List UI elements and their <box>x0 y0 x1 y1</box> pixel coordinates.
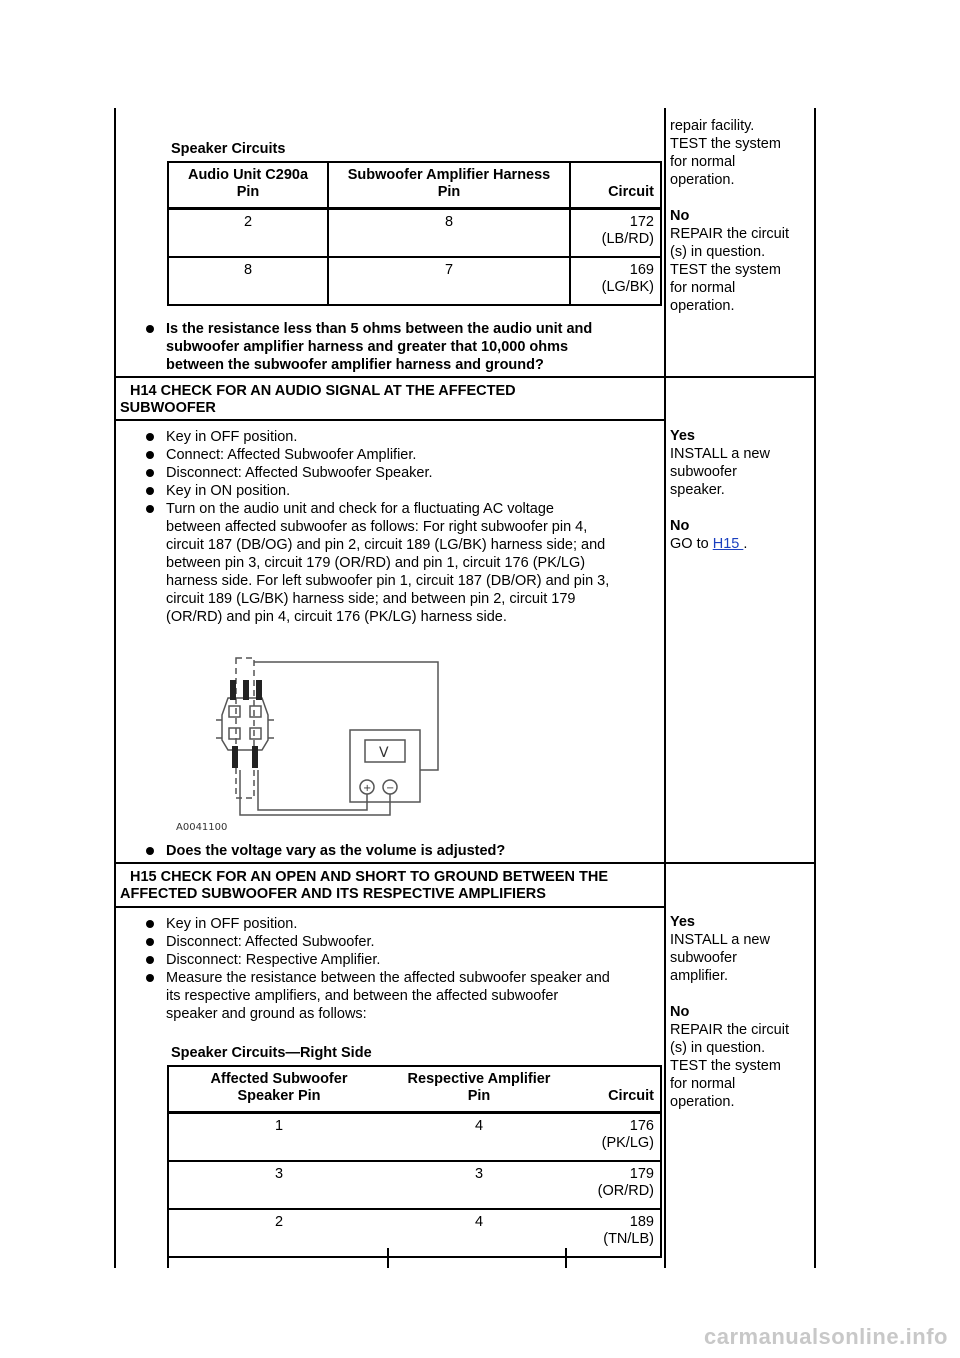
h15-link[interactable]: H15 <box>712 536 744 552</box>
header-subwoofer-amp-pin: Subwoofer Amplifier Harness Pin <box>328 162 570 209</box>
table-cell: 179 (OR/RD) <box>569 1161 661 1209</box>
h14-question-list <box>143 842 663 860</box>
top-no-text: TEST the system <box>670 262 781 278</box>
table-stub-line <box>387 1248 389 1268</box>
table-cell: 2 <box>168 1209 389 1257</box>
h14-right-column <box>670 427 810 553</box>
table-cell: 2 <box>168 209 328 258</box>
table-caption: Speaker Circuits <box>171 141 286 157</box>
voltage-check-diagram <box>170 650 450 835</box>
table-caption: Speaker Circuits—Right Side <box>171 1045 372 1061</box>
h15-yes-text: subwoofer <box>670 950 737 966</box>
list-item: Measure the resistance between the affected subwoofer speaker and its respective amplifiers, and between the affected subwoofer speaker and ground as follows: <box>143 969 663 1023</box>
top-no-text: (s) in question. <box>670 244 766 260</box>
h14-no-text: GO to H15 . <box>670 536 748 552</box>
list-item: Disconnect: Affected Subwoofer. <box>143 933 663 951</box>
list-item: Connect: Affected Subwoofer Amplifier. <box>143 446 663 464</box>
h14-yes-label: Yes <box>670 428 695 444</box>
table-row <box>168 1209 661 1257</box>
meter-symbol: V <box>379 745 389 761</box>
h15-yes-label: Yes <box>670 914 695 930</box>
list-item: Key in OFF position. <box>143 428 663 446</box>
h15-right-column <box>670 913 810 1111</box>
table-cell: 3 <box>389 1161 569 1209</box>
h15-title: H15 CHECK FOR AN OPEN AND SHORT TO GROUND BETWEEN THE AFFECTED SUBWOOFER AND ITS RESPECTIVE AMPLIFIERS <box>120 869 608 902</box>
svg-text:−: − <box>386 783 395 794</box>
h14-yes-text: subwoofer <box>670 464 737 480</box>
h15-no-text: REPAIR the circuit <box>670 1022 789 1038</box>
divider-h14-top <box>115 376 815 378</box>
frame-right-line <box>814 108 816 1268</box>
table-header-row <box>168 1066 661 1113</box>
table-row <box>168 1113 661 1162</box>
h15-yes-text: amplifier. <box>670 968 729 984</box>
divider-h14-title <box>115 419 665 421</box>
list-item: Key in OFF position. <box>143 915 663 933</box>
top-right-text: for normal <box>670 154 736 170</box>
top-no-text: for normal <box>670 280 736 296</box>
top-no-text: REPAIR the circuit <box>670 226 789 242</box>
figure-id: A0041100 <box>176 822 228 833</box>
svg-text:+: + <box>363 783 372 794</box>
h15-no-label: No <box>670 1004 690 1020</box>
header-circuit: Circuit <box>569 1066 661 1113</box>
h15-no-text: for normal <box>670 1076 736 1092</box>
divider-h15-title <box>115 906 665 908</box>
table-stub-line <box>167 1248 169 1268</box>
frame-mid-line <box>664 108 666 1268</box>
h15-no-text: operation. <box>670 1094 735 1110</box>
watermark: carmanualsonline.info <box>704 1324 948 1349</box>
h15-steps-list <box>143 915 663 1023</box>
table-row <box>168 257 661 305</box>
h15-no-text: (s) in question. <box>670 1040 766 1056</box>
h14-steps-list <box>143 428 663 626</box>
table-stub-line <box>565 1248 567 1268</box>
table-cell: 4 <box>389 1209 569 1257</box>
top-question-list <box>143 320 663 374</box>
list-item: Disconnect: Affected Subwoofer Speaker. <box>143 464 663 482</box>
h14-no-label: No <box>670 518 690 534</box>
list-item: Turn on the audio unit and check for a fluctuating AC voltage between affected subwoofer as follows: For right subwoofer pin 4, circuit 187 (DB/OG) and pin 2, circuit 189 (LG/BK) harness side; and between pin 3, circuit 179 (OR/RD) and pin 1, circuit 176 (PK/LG) harness side. For left subwoofer pin 1, circuit 187 (DB/OR) and pin 3, circuit 189 (LG/BK) harness side; and between pin 2, circuit 179 (OR/RD) and pin 4, circuit 176 (PK/LG) harness side. <box>143 500 663 626</box>
table-row <box>168 1161 661 1209</box>
top-right-column <box>670 117 810 315</box>
table-cell: 8 <box>328 209 570 258</box>
header-audio-unit-pin: Audio Unit C290a Pin <box>168 162 328 209</box>
h14-yes-text: speaker. <box>670 482 725 498</box>
top-right-text: operation. <box>670 172 735 188</box>
table-cell: 189 (TN/LB) <box>569 1209 661 1257</box>
table-cell: 1 <box>168 1113 389 1162</box>
header-subwoofer-pin: Affected Subwoofer Speaker Pin <box>168 1066 389 1113</box>
table-cell: 4 <box>389 1113 569 1162</box>
header-circuit: Circuit <box>570 162 661 209</box>
table-cell: 7 <box>328 257 570 305</box>
top-no-label: No <box>670 208 690 224</box>
h14-title: H14 CHECK FOR AN AUDIO SIGNAL AT THE AFFECTED SUBWOOFER <box>120 383 516 416</box>
speaker-circuits-table <box>167 161 662 306</box>
list-item: Is the resistance less than 5 ohms between the audio unit and subwoofer amplifier harness and greater that 10,000 ohms between the subwoofer amplifier harness and ground? <box>143 320 663 374</box>
h15-no-text: TEST the system <box>670 1058 781 1074</box>
table-cell: 169 (LG/BK) <box>570 257 661 305</box>
speaker-circuits-right-table <box>167 1065 662 1258</box>
top-right-text: TEST the system <box>670 136 781 152</box>
table-cell: 176 (PK/LG) <box>569 1113 661 1162</box>
list-item: Does the voltage vary as the volume is adjusted? <box>143 842 663 860</box>
header-amplifier-pin: Respective Amplifier Pin <box>389 1066 569 1113</box>
table-cell: 8 <box>168 257 328 305</box>
table-row <box>168 209 661 258</box>
h15-yes-text: INSTALL a new <box>670 932 770 948</box>
h14-yes-text: INSTALL a new <box>670 446 770 462</box>
list-item: Key in ON position. <box>143 482 663 500</box>
table-header-row <box>168 162 661 209</box>
list-item: Disconnect: Respective Amplifier. <box>143 951 663 969</box>
table-cell: 3 <box>168 1161 389 1209</box>
divider-h15-top <box>115 862 815 864</box>
top-no-text: operation. <box>670 298 735 314</box>
frame-left-line <box>114 108 116 1268</box>
top-right-text: repair facility. <box>670 118 755 134</box>
table-cell: 172 (LB/RD) <box>570 209 661 258</box>
